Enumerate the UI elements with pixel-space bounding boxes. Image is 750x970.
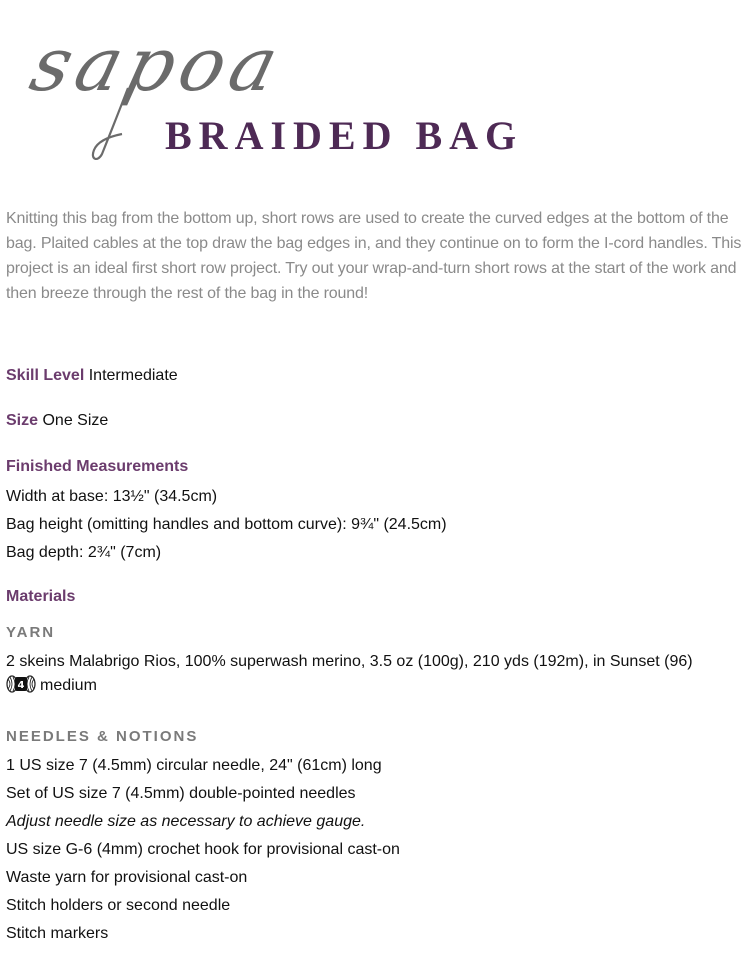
notion-line: Waste yarn for provisional cast-on [6,869,248,886]
notion-line: US size G-6 (4mm) crochet hook for provisional cast-on [6,841,400,858]
notion-line: Stitch holders or second needle [6,897,231,914]
notion-line: Set of US size 7 (4.5mm) double-pointed needles [6,785,356,802]
intro-paragraph: Knitting this bag from the bottom up, short rows are used to create the curved edges at the bottom of the bag. Plaited cables at the top draw the bag edges in, and they continue on to form the I-cord handles. This project is an ideal first short row project. Try out your wrap-and-turn short rows at the start of the work and then breeze through the rest of the bag in the round! [6,210,742,302]
yarn-weight-row [6,676,97,696]
script-flourish-icon [88,84,148,164]
materials-heading: Materials [6,588,76,605]
skill-level-row [6,366,178,386]
needles-notions-heading: NEEDLES & NOTIONS [6,728,199,745]
yarn-heading: YARN [6,624,56,641]
notion-line: Stitch markers [6,925,109,942]
size-row [6,411,108,431]
notion-line: 1 US size 7 (4.5mm) circular needle, 24" (61cm) long [6,757,382,774]
skill-level-value: Intermediate [88,367,178,384]
skill-level-label: Skill Level [6,367,85,384]
gauge-note: Adjust needle size as necessary to achieve gauge. [6,813,366,830]
measurement-line: Bag depth: 2¾" (7cm) [6,544,162,561]
yarn-weight-icon [6,674,36,694]
yarn-weight-number: 4 [17,680,25,691]
yarn-line: 2 skeins Malabrigo Rios, 100% superwash merino, 3.5 oz (100g), 210 yds (192m), in Sunset (96) [6,653,693,670]
measurement-line: Width at base: 13½" (34.5cm) [6,488,218,505]
size-value: One Size [42,412,109,429]
yarn-weight-label: medium [40,677,97,695]
finished-measurements-heading: Finished Measurements [6,458,189,475]
measurement-line: Bag height (omitting handles and bottom curve): 9¾" (24.5cm) [6,516,447,533]
size-label: Size [6,412,39,429]
script-title: sapoa [22,22,293,108]
main-title: BRAIDED BAG [165,113,524,158]
